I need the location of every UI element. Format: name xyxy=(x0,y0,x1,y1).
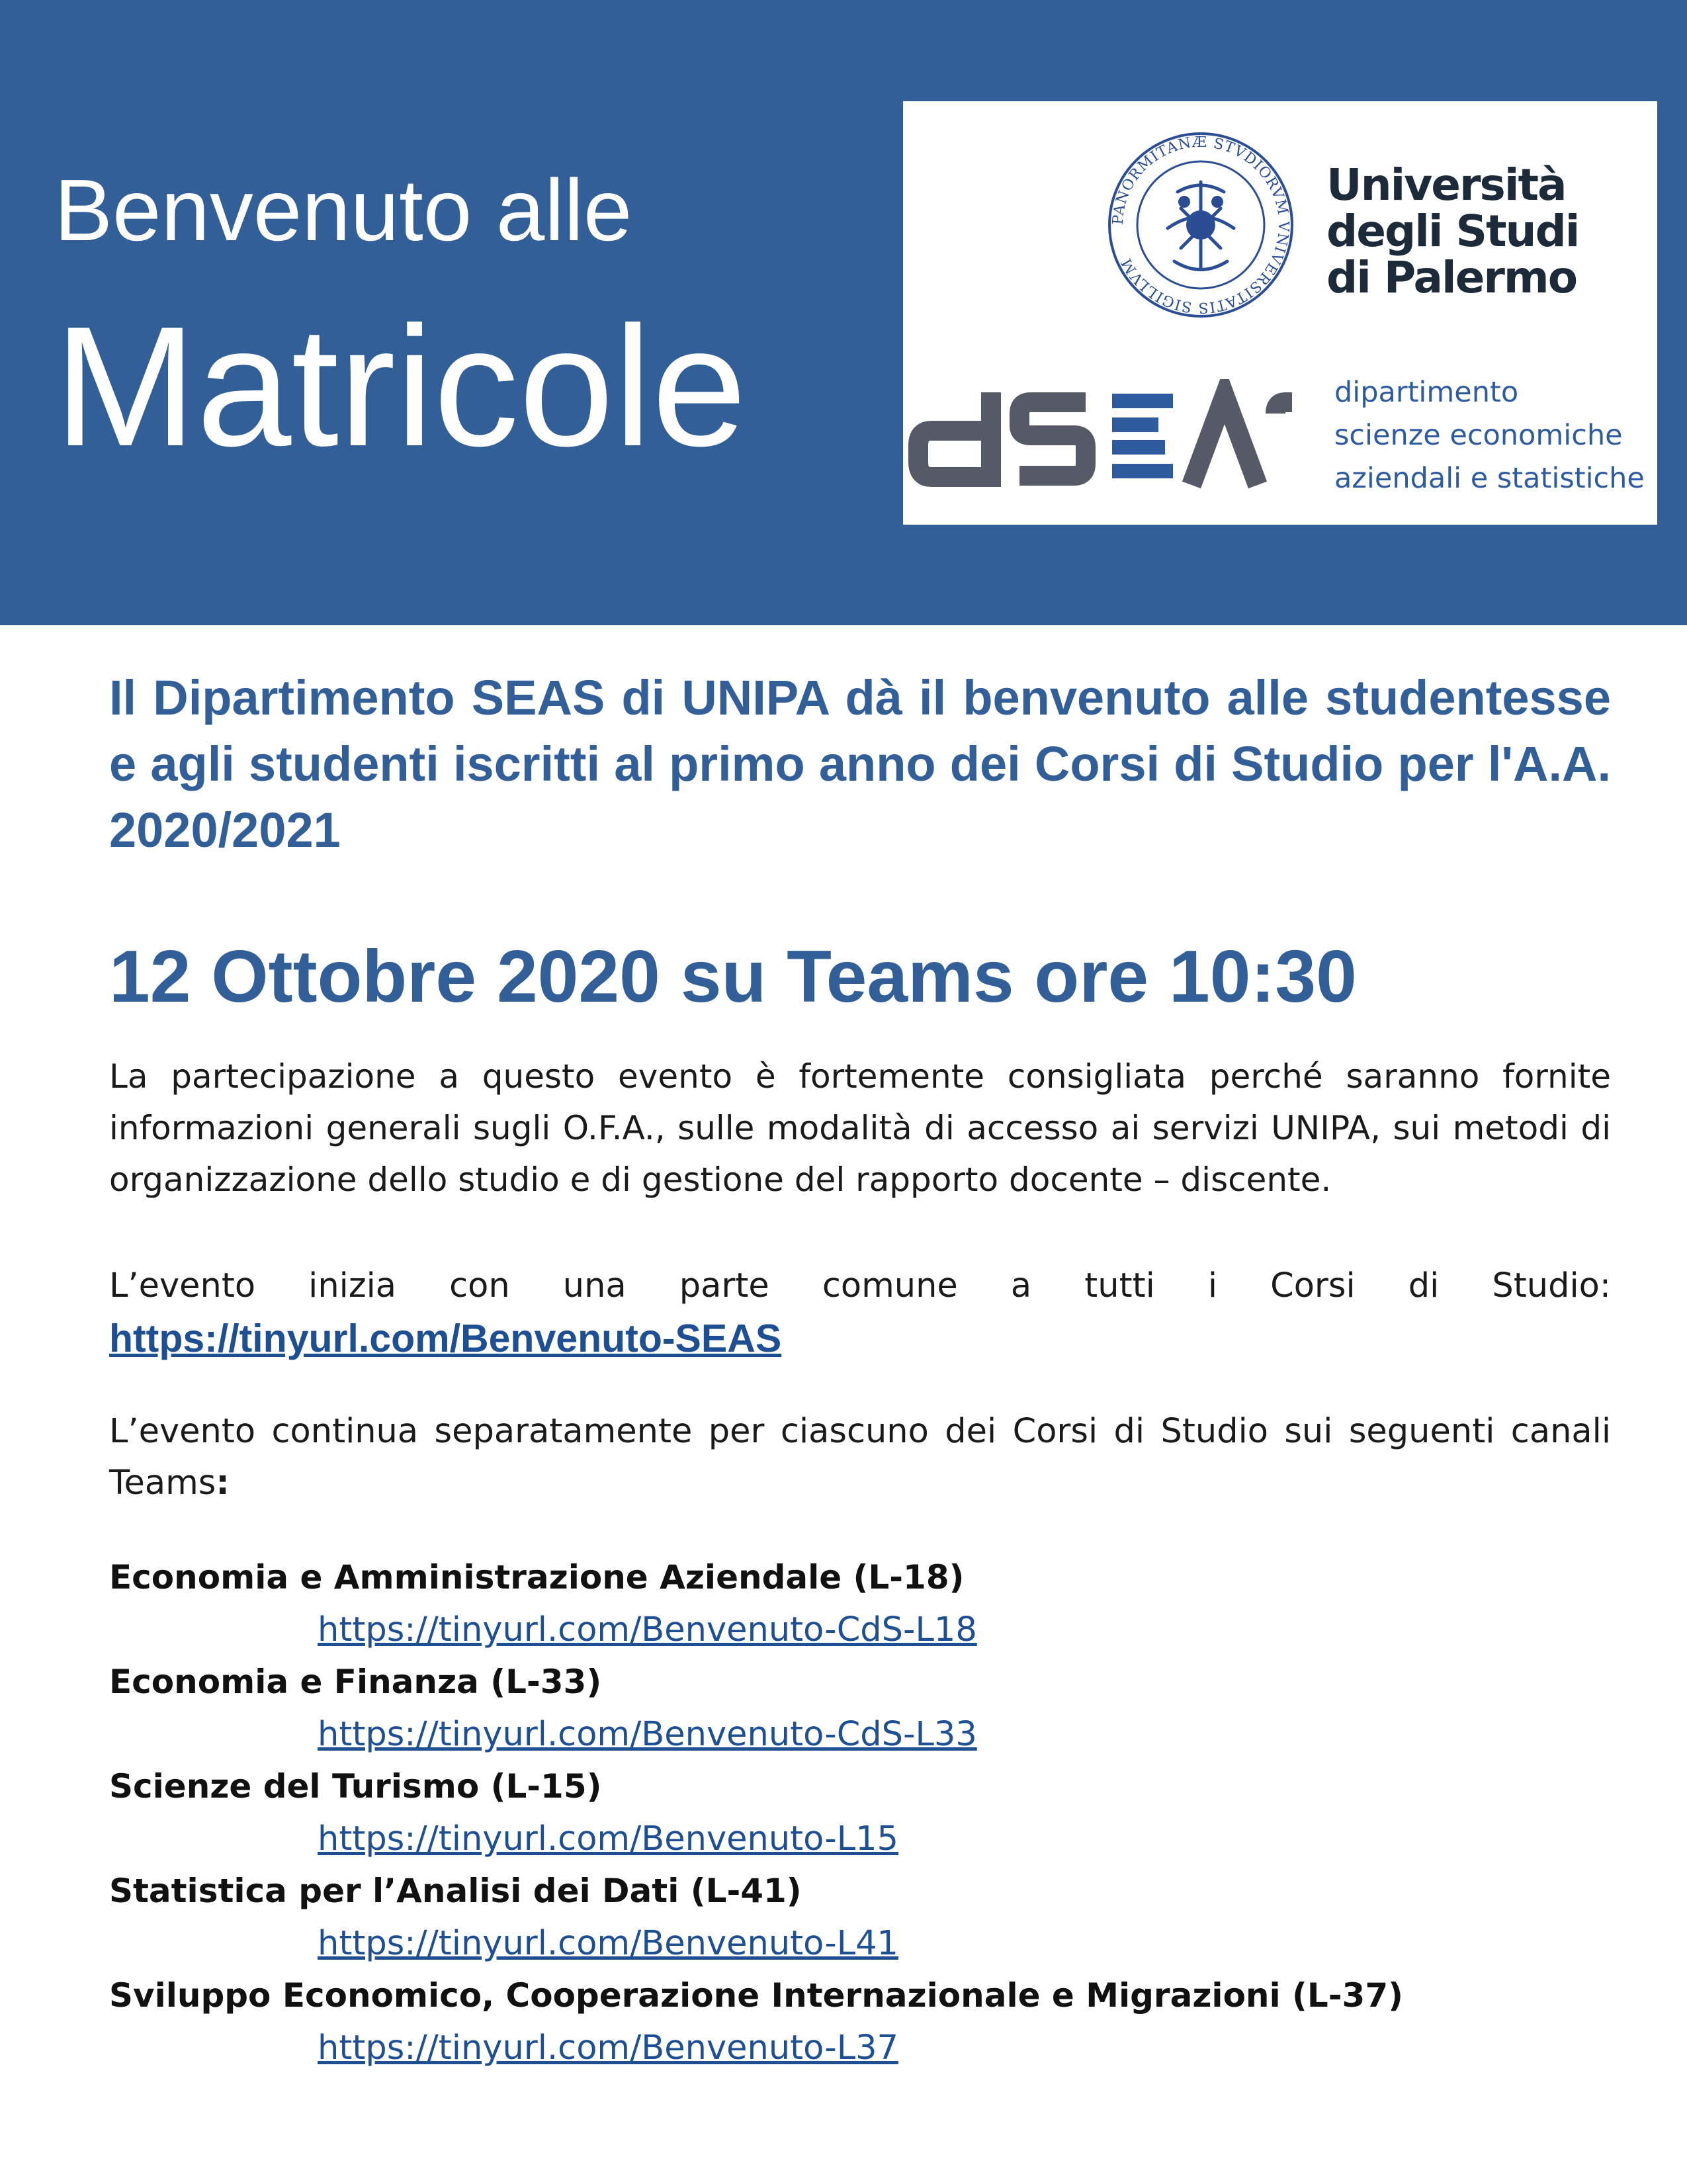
list-item xyxy=(109,1970,1611,2074)
course-link[interactable]: https://tinyurl.com/Benvenuto-L15 xyxy=(318,1819,899,1858)
university-name-line: di Palermo xyxy=(1326,252,1577,303)
course-channels-intro xyxy=(109,1406,1611,1509)
course-link[interactable]: https://tinyurl.com/Benvenuto-CdS-L33 xyxy=(318,1715,977,1754)
course-name: Economia e Amministrazione Aziendale (L-18) xyxy=(109,1558,965,1596)
seal-text: PANORMITANÆ STVDIORVM VNIVERSITATIS SIGILLVM xyxy=(1109,134,1292,316)
course-link[interactable]: https://tinyurl.com/Benvenuto-CdS-L18 xyxy=(318,1610,977,1649)
course-name: Statistica per l’Analisi dei Dati (L-41) xyxy=(109,1872,802,1910)
list-item xyxy=(109,1865,1611,1970)
banner-title: Matricole xyxy=(54,290,747,482)
department-name-line: scienze economiche xyxy=(1334,419,1623,452)
common-session-paragraph: L’evento inizia con una parte comune a tutti i Corsi di Studio: xyxy=(109,1266,1611,1305)
course-name: Sviluppo Economico, Cooperazione Internazionale e Migrazioni (L-37) xyxy=(109,1976,1403,2015)
department-name-line: aziendali e statistiche xyxy=(1334,462,1645,495)
university-name xyxy=(1326,159,1579,303)
course-channels-intro-text: L’evento continua separatamente per ciascuno dei Corsi di Studio sui seguenti canali Teams xyxy=(109,1412,1611,1503)
course-list xyxy=(109,1551,1611,2074)
university-name-line: Università xyxy=(1326,159,1566,210)
list-item xyxy=(109,1656,1611,1761)
main-event-link[interactable]: https://tinyurl.com/Benvenuto-SEAS xyxy=(109,1317,782,1360)
banner-welcome-text: Benvenuto alle xyxy=(54,161,632,259)
department-name xyxy=(1334,371,1645,500)
description-paragraph: La partecipazione a questo evento è fortemente consigliata perché saranno fornite informazioni generali sugli O.F.A., sulle modalità di accesso ai servizi UNIPA, sui metodi di organizzazione dello studio e di gestione del rapporto docente – discente. xyxy=(109,1057,1611,1199)
intro-heading: Il Dipartimento SEAS di UNIPA dà il benvenuto alle studentesse e agli studenti iscritti al primo anno dei Corsi di Studio per l'A.A. 2020/2021 xyxy=(109,670,1611,857)
course-link[interactable]: https://tinyurl.com/Benvenuto-L37 xyxy=(318,2029,899,2068)
department-name-line: dipartimento xyxy=(1334,376,1519,409)
list-item xyxy=(109,1551,1611,1656)
course-name: Economia e Finanza (L-33) xyxy=(109,1663,602,1701)
event-date-heading: 12 Ottobre 2020 su Teams ore 10:30 xyxy=(109,936,1357,1018)
course-channels-intro-colon: : xyxy=(216,1463,230,1503)
course-name: Scienze del Turismo (L-15) xyxy=(109,1767,602,1806)
dseas-logo-icon xyxy=(908,379,1299,492)
university-name-line: degli Studi xyxy=(1326,206,1579,257)
university-seal-icon xyxy=(1105,129,1297,321)
course-link[interactable]: https://tinyurl.com/Benvenuto-L41 xyxy=(318,1924,899,1963)
logo-panel xyxy=(903,101,1657,525)
list-item xyxy=(109,1761,1611,1865)
header-banner xyxy=(0,0,1687,625)
